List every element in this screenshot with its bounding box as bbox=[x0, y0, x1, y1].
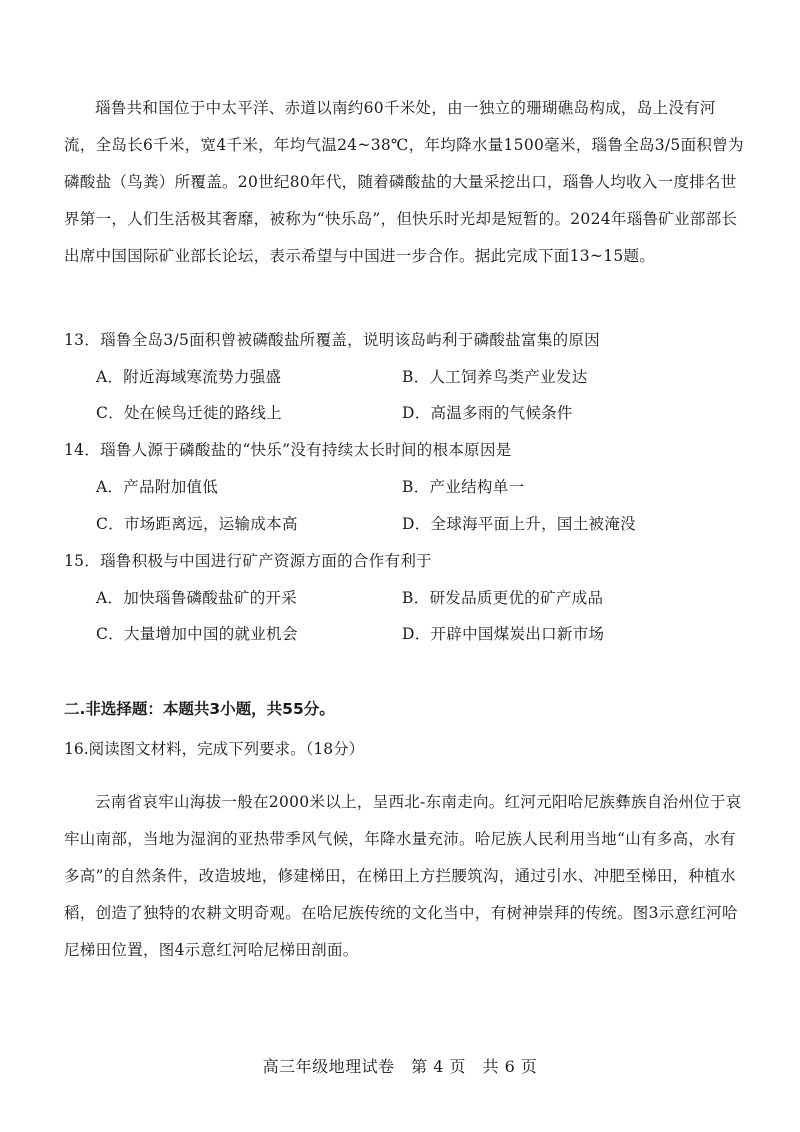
question-16-paragraph: 云南省哀牢山海拔一般在2000米以上，呈西北-东南走向。红河元阳哈尼族彝族自治州位于哀牢山南部，当地为湿润的亚热带季风气候，年降水量充沛。哈尼族人民利用当地“山有多高，水有多高”的自然条件，改造坡地，修建梯田，在梯田上方拦腰筑沟，通过引水、冲肥至梯田，种植水稻，创造了独特的农耕文明奇观。在哈尼族传统的文化当中，有树神崇拜的传统。图3示意红河哈尼梯田位置，图4示意红河哈尼梯田剖面。 bbox=[64, 793, 742, 959]
question-13-option-a: A．附近海域寒流势力强盛 bbox=[96, 368, 282, 386]
question-14-option-b: B．产业结构单一 bbox=[402, 478, 525, 496]
section-heading: 二.非选择题：本题共3小题，共55分。 bbox=[64, 700, 335, 718]
question-15-option-b: B．研发品质更优的矿产成品 bbox=[402, 589, 604, 607]
question-14-option-a: A．产品附加值低 bbox=[96, 478, 219, 496]
question-15-stem: 15．瑙鲁积极与中国进行矿产资源方面的合作有利于 bbox=[64, 552, 432, 570]
question-16-heading: 16.阅读图文材料，完成下列要求。（18分） bbox=[64, 740, 365, 758]
question-13-option-c: C．处在候鸟迁徙的路线上 bbox=[96, 404, 282, 422]
question-15-option-c: C．大量增加中国的就业机会 bbox=[96, 625, 298, 643]
intro-paragraph: 瑙鲁共和国位于中太平洋、赤道以南约60千米处，由一独立的珊瑚礁岛构成，岛上没有河流，全岛长6千米，宽4千米，年均气温24~38℃，年均降水量1500毫米，瑙鲁全岛3/5面积曾为磷酸盐（鸟粪）所覆盖。20世纪80年代，随着磷酸盐的大量采挖出口，瑙鲁人均收入一度排名世界第一，人们生活极其奢靡，被称为“快乐岛”，但快乐时光却是短暂的。2024年瑙鲁矿业部部长出席中国国际矿业部长论坛，表示希望与中国进一步合作。据此完成下面13~15题。 bbox=[64, 99, 744, 265]
question-14-stem: 14．瑙鲁人源于磷酸盐的“快乐”没有持续太长时间的根本原因是 bbox=[64, 441, 512, 459]
question-15-option-a: A．加快瑙鲁磷酸盐矿的开采 bbox=[96, 589, 298, 607]
question-14-option-d: D．全球海平面上升，国土被淹没 bbox=[402, 515, 636, 533]
page-footer: 高三年级地理试卷 第 4 页 共 6 页 bbox=[262, 1057, 538, 1076]
question-13-option-b: B．人工饲养鸟类产业发达 bbox=[402, 368, 588, 386]
question-14-option-c: C．市场距离远，运输成本高 bbox=[96, 515, 298, 533]
question-15-option-d: D．开辟中国煤炭出口新市场 bbox=[402, 625, 605, 643]
question-13-stem: 13．瑙鲁全岛3/5面积曾被磷酸盐所覆盖，说明该岛屿利于磷酸盐富集的原因 bbox=[64, 331, 600, 349]
question-13-option-d: D．高温多雨的气候条件 bbox=[402, 404, 573, 422]
